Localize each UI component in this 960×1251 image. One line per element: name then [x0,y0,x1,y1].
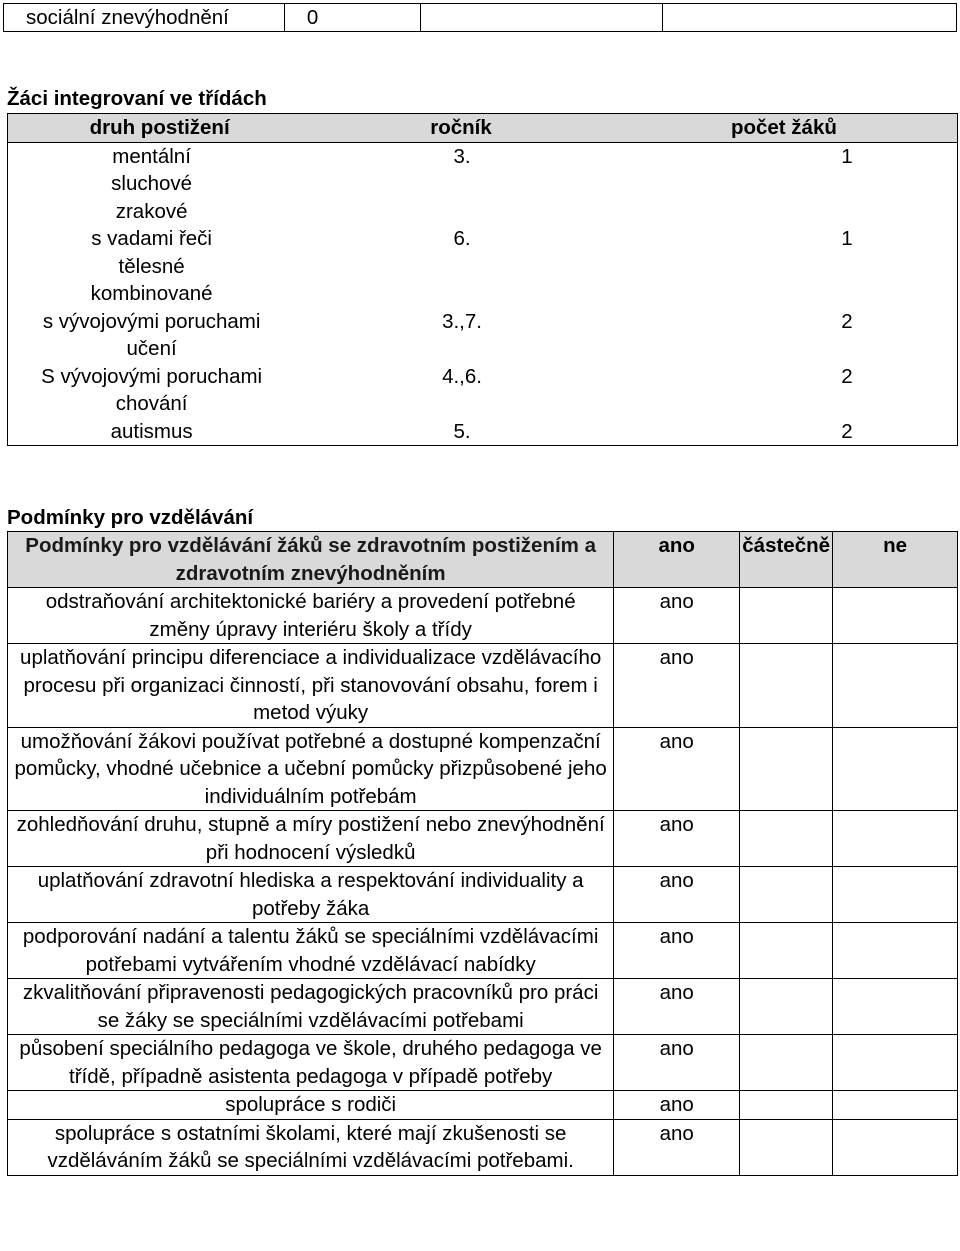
table-cell [833,923,958,979]
table-cell [311,170,611,198]
table-cell [833,588,958,644]
table-header-row [8,114,958,143]
table-row [8,923,958,979]
table-row [8,727,958,811]
table-cell: ano [614,1035,740,1091]
column-header: ne [833,532,958,588]
integrated-table [7,113,958,446]
table-cell: ano [614,923,740,979]
table-row [8,1119,958,1175]
table-row [8,198,958,226]
table-row [8,363,958,418]
table-cell: ano [614,1119,740,1175]
table-cell: 2 [841,364,853,388]
table-cell [311,198,611,226]
table-cell [311,253,611,281]
table-header-row [8,532,958,588]
integrated-title: Žáci integrovaní ve třídách [7,87,267,110]
table-cell: autismus [110,419,193,443]
table-cell: S vývojovými poruchami chování [41,364,263,415]
table-cell [833,1035,958,1091]
table-cell: ano [614,727,740,811]
social-value: 0 [284,4,420,32]
table-cell [311,280,611,308]
table-cell: 1 [841,144,853,168]
table-cell: zohledňování druhu, stupně a míry postižení nebo znevýhodnění při hodnocení výsledků [8,811,614,867]
table-cell: zkvalitňování připravenosti pedagogických pracovníků pro práci se žáky se speciálními vzdělávacími potřebami [8,979,614,1035]
table-cell: působení speciálního pedagoga ve škole, druhého pedagoga ve třídě, případně asistenta pedagoga v případě potřeby [8,1035,614,1091]
table-cell [740,979,833,1035]
table-cell: spolupráce s rodiči [8,1091,614,1120]
table-cell: uplatňování zdravotní hlediska a respektování individuality a potřeby žáka [8,867,614,923]
table-cell: ano [614,588,740,644]
table-cell: 2 [841,419,853,443]
table-cell [740,1035,833,1091]
table-cell: umožňování žákovi používat potřebné a dostupné kompenzační pomůcky, vhodné učebnice a učební pomůcky přizpůsobené jeho individuálním potřebám [8,727,614,811]
table-cell: s vadami řeči [91,227,212,250]
table-row [8,308,958,363]
table-cell [833,1119,958,1175]
social-disadvantage-table [3,3,957,32]
social-label: sociální znevýhodnění [4,4,285,32]
table-cell: ano [614,811,740,867]
table-cell: 6. [453,227,471,250]
table-cell [740,588,833,644]
table-cell [740,811,833,867]
empty-cell [663,4,957,32]
table-cell [740,1119,833,1175]
conditions-title: Podmínky pro vzdělávání [7,506,254,529]
table-cell [833,867,958,923]
conditions-table [7,531,958,1176]
table-row [8,170,958,198]
table-cell: ano [614,867,740,923]
table-cell: ano [614,979,740,1035]
table-cell: sluchové [111,172,193,195]
table-cell [740,923,833,979]
table-cell: kombinované [90,282,213,305]
table-row [8,142,958,170]
column-header: Podmínky pro vzdělávání žáků se zdravotním postižením a zdravotním znevýhodněním [8,532,614,588]
table-cell [833,811,958,867]
column-header: druh postižení [8,114,312,143]
table-cell [611,280,958,308]
table-cell: ano [614,1091,740,1120]
table-cell: uplatňování principu diferenciace a individualizace vzdělávacího procesu při organizaci činností, při stanovování obsahu, forem i metod výuky [8,644,614,728]
table-cell: tělesné [118,254,185,278]
table-row [8,588,958,644]
table-cell: podporování nadání a talentu žáků se speciálními vzdělávacími potřebami vytvářením vhodné vzdělávací nabídky [8,923,614,979]
table-row [8,418,958,446]
table-row [8,979,958,1035]
table-cell: 4.,6. [442,364,482,388]
table-cell [740,644,833,728]
column-header: částečně [740,532,833,588]
column-header: ročník [311,114,611,143]
table-row [8,225,958,253]
table-cell: odstraňování architektonické bariéry a provedení potřebné změny úpravy interiéru školy a třídy [8,588,614,644]
table-row [8,1035,958,1091]
table-cell [740,1091,833,1120]
table-cell [611,198,958,226]
empty-cell [420,4,663,32]
table-cell: mentální [112,144,191,168]
table-cell [740,867,833,923]
table-row [8,867,958,923]
table-row [8,280,958,308]
table-cell: 5. [453,419,471,443]
table-cell [611,170,958,198]
table-cell: 1 [841,227,853,250]
table-cell [833,727,958,811]
table-cell [611,253,958,281]
table-row [8,644,958,728]
table-cell: s vývojovými poruchami učení [42,309,261,360]
table-cell: 3. [453,144,471,168]
column-header: počet žáků [611,114,958,143]
column-header: ano [614,532,740,588]
table-cell: 3.,7. [442,309,482,333]
table-cell: ano [614,644,740,728]
table-row [8,253,958,281]
table-cell [833,979,958,1035]
table-cell [740,727,833,811]
table-cell: zrakové [115,199,188,223]
table-row [8,1091,958,1120]
table-cell: spolupráce s ostatními školami, které mají zkušenosti se vzděláváním žáků se speciálními vzdělávacími potřebami. [8,1119,614,1175]
table-cell [833,644,958,728]
table-cell [833,1091,958,1120]
table-cell: 2 [841,309,853,333]
table-row [8,811,958,867]
